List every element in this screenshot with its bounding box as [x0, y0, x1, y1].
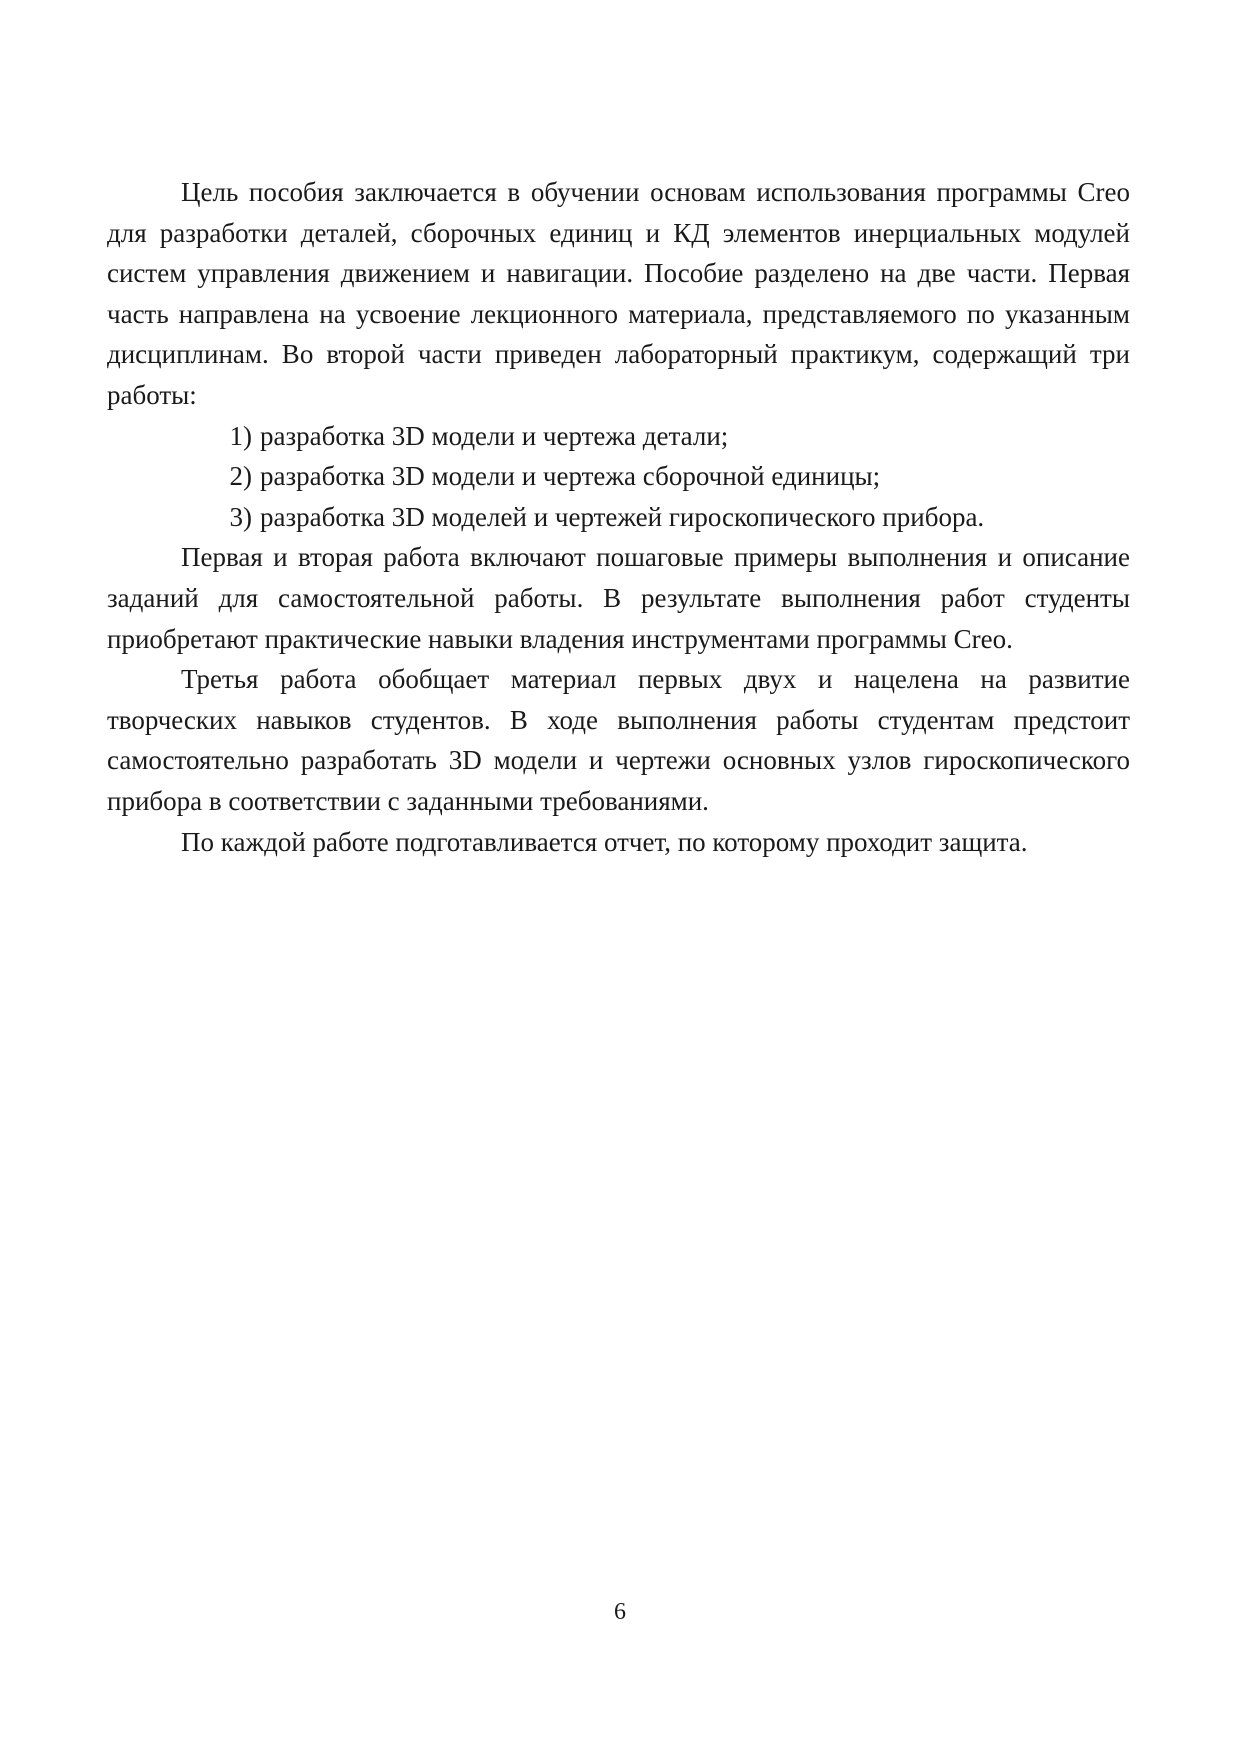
- intro-paragraph: Цель пособия заключается в обучении основам использования программы Creo для разработки деталей, сборочных единиц и КД элементов инерциальных модулей систем управления движением и навигации. Пособие разделено на две части. Первая часть направлена на усвоение лекционного материала, представляемого по указанным дисциплинам. Во второй части приведен лабораторный практикум, содержащий три работы:: [107, 177, 1130, 410]
- list-item: [215, 497, 1130, 538]
- body-text: [107, 172, 1130, 862]
- list-item-text: разработка 3D модели и чертежа детали;: [260, 420, 729, 451]
- list-item: [215, 456, 1130, 497]
- list-item-text: разработка 3D моделей и чертежей гироскопического прибора.: [260, 501, 985, 532]
- report-paragraph: По каждой работе подготавливается отчет, по которому проходит защита.: [181, 826, 1028, 857]
- third-work-paragraph: Третья работа обобщает материал первых двух и нацелена на развитие творческих навыков студентов. В ходе выполнения работы студентам предстоит самостоятельно разработать 3D модели и чертежи основных узлов гироскопического прибора в соответствии с заданными требованиями.: [107, 664, 1130, 816]
- list-item-number: 2): [229, 461, 252, 492]
- page-number: 6: [614, 1599, 626, 1625]
- list-item: [215, 416, 1130, 457]
- list-item-number: 3): [229, 501, 252, 532]
- list-item-text: разработка 3D модели и чертежа сборочной единицы;: [260, 461, 881, 492]
- list-item-number: 1): [229, 420, 252, 451]
- first-second-works-paragraph: Первая и вторая работа включают пошаговые примеры выполнения и описание заданий для самостоятельной работы. В результате выполнения работ студенты приобретают практические навыки владения инструментами программы Creo.: [107, 542, 1130, 654]
- works-list: [107, 416, 1130, 538]
